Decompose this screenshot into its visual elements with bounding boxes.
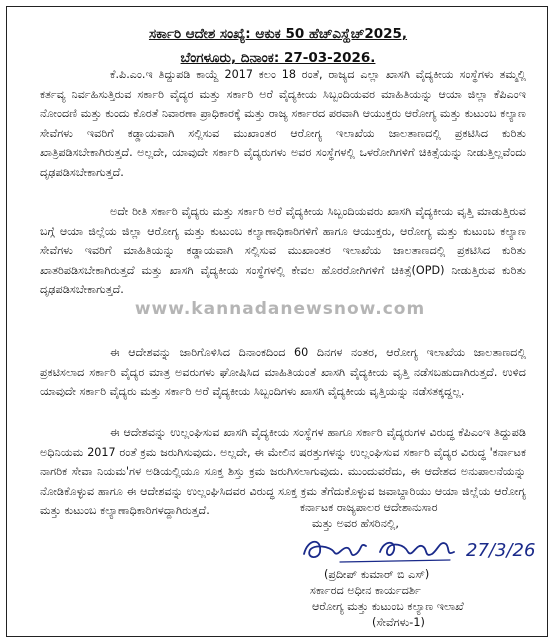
signer-name: (ಪ್ರದೀಪ್ ಕುಮಾರ್ ಬಿ ಎಸ್) bbox=[324, 568, 430, 581]
closing-line-1: ಕರ್ನಾಟಕ ರಾಜ್ಯಪಾಲರ ಆದೇಶಾನುಸಾರ bbox=[300, 501, 438, 514]
closing-line-2: ಮತ್ತು ಅವರ ಹೆಸರಿನಲ್ಲಿ, bbox=[312, 517, 399, 530]
signer-department: ಆರೋಗ್ಯ ಮತ್ತು ಕುಟುಂಬ ಕಲ್ಯಾಣ ಇಲಾಖೆ bbox=[312, 600, 464, 613]
place-date-heading: ಬೆಂಗಳೂರು, ದಿನಾಂಕ: 27-03-2026. bbox=[180, 50, 376, 66]
signer-section: (ಸೇವೆಗಳು-1) bbox=[372, 616, 425, 629]
paragraph-4: ಈ ಆದೇಶವನ್ನು ಉಲ್ಲಂಘಿಸುವ ಖಾಸಗಿ ವೈದ್ಯಕೀಯ ಸಂಸ್ಥೆಗಳ ಹಾಗೂ ಸರ್ಕಾರಿ ವೈದ್ಯರುಗಳ ವಿರುದ್ಧ ಕೆಪಿಎಂಇ ತಿದ್ದುಪಡಿ ಅಧಿನಿಯಮ 2017 ರಂತೆ ಕ್ರಮ ಜರುಗಿಸುವುದು. ಅಲ್ಲದೇ, ಈ ಮೇಲಿನ ಷರತ್ತುಗಳನ್ನು ಉಲ್ಲಂಘಿಸುವ ಸರ್ಕಾರಿ ವೈದ್ಯರ ವಿರುದ್ಧ 'ಕರ್ನಾಟಕ ನಾಗರಿಕ ಸೇವಾ ನಿಯಮ'ಗಳ ಅಡಿಯಲ್ಲಿಯೂ ಸೂಕ್ತ ಶಿಸ್ತು ಕ್ರಮ ಜರುಗಿಸಲಾಗುವುದು. ಮುಂದುವರೆದು, ಈ ಆದೇಶದ ಅನುಪಾಲನೆಯನ್ನು ನೋಡಿಕೊಳ್ಳುವ ಹಾಗೂ ಈ ಆದೇಶವನ್ನು ಉಲ್ಲಂಘಿಸಿದವರ ವಿರುದ್ಧ ಸೂಕ್ತ ಕ್ರಮ ತೆಗೆದುಕೊಳ್ಳುವ ಜವಾಬ್ದಾರಿಯು ಆಯಾ ಜಿಲ್ಲೆಯ ಆರೋಗ್ಯ ಮತ್ತು ಕುಟುಂಬ ಕಲ್ಯಾಣಾಧಿಕಾರಿಗಳದ್ದಾಗಿರುತ್ತದೆ. bbox=[40, 426, 526, 518]
signer-designation: ಸರ್ಕಾರದ ಅಧೀನ ಕಾರ್ಯದರ್ಶಿ bbox=[310, 584, 421, 597]
paragraph-1: ಕೆ.ಪಿ.ಎಂ.ಇ ತಿದ್ದುಪಡಿ ಕಾಯ್ದೆ 2017 ಕಲಂ 18 ರಂತೆ, ರಾಜ್ಯದ ಎಲ್ಲಾ ಖಾಸಗಿ ವೈದ್ಯಕೀಯ ಸಂಸ್ಥೆಗಳು ತಮ್ಮಲ್ಲಿ ಕರ್ತವ್ಯ ನಿರ್ವಹಿಸುತ್ತಿರುವ ಸರ್ಕಾರಿ ವೈದ್ಯರ ಮತ್ತು ಸರ್ಕಾರಿ ಅರೆ ವೈದ್ಯಕೀಯ ಸಿಬ್ಬಂದಿಯವರ ಮಾಹಿತಿಯನ್ನು ಆಯಾ ಜಿಲ್ಲಾ ಕೆಪಿಎಂಇ ನೋಂದಣಿ ಮತ್ತು ಕುಂದು ಕೊರತೆ ನಿವಾರಣಾ ಪ್ರಾಧಿಕಾರಕ್ಕೆ ಮತ್ತು ರಾಜ್ಯ ಸರ್ಕಾರದ ಪರವಾಗಿ ಆಯುಕ್ತರು ಆರೋಗ್ಯ ಮತ್ತು ಕುಟುಂಬ ಕಲ್ಯಾಣ ಸೇವೆಗಳು ಇವರಿಗೆ ಕಡ್ಡಾಯವಾಗಿ ಸಲ್ಲಿಸುವ ಮುಖಾಂತರ ಆರೋಗ್ಯ ಇಲಾಖೆಯ ಜಾಲತಾಣದಲ್ಲಿ ಪ್ರಕಟಿಸಿದ ಕುರಿತು ಖಾತ್ರಿಪಡಿಸಬೇಕಾಗಿರುತ್ತದೆ. ಅಲ್ಲದೇ, ಯಾವುದೇ ಸರ್ಕಾರಿ ವೈದ್ಯರುಗಳು ಅವರ ಸಂಸ್ಥೆಗಳಲ್ಲಿ ಒಳರೋಗಿಗಳಿಗೆ ಚಿಕಿತ್ಸೆಯನ್ನು ನೀಡುತ್ತಿಲ್ಲವೆಂದು ದೃಢಪಡಿಸಬೇಕಾಗುತ್ತದೆ. bbox=[40, 68, 526, 179]
paragraph-3: ಈ ಆದೇಶವನ್ನು ಜಾರಿಗೊಳಿಸಿದ ದಿನಾಂಕದಿಂದ 60 ದಿನಗಳ ನಂತರ, ಆರೋಗ್ಯ ಇಲಾಖೆಯ ಜಾಲತಾಣದಲ್ಲಿ ಪ್ರಕಟಿಸಲಾದ ಸರ್ಕಾರಿ ವೈದ್ಯರ ಮಾತ್ರ ಅವರುಗಳು ಘೋಷಿಸಿದ ಮಾಹಿತಿಯಂತೆ ಖಾಸಗಿ ವೈದ್ಯಕೀಯ ವೃತ್ತಿ ನಡೆಸಬಹುದಾಗಿರುತ್ತದೆ. ಉಳಿದ ಯಾವುದೇ ಸರ್ಕಾರಿ ವೈದ್ಯರು ಮತ್ತು ಸರ್ಕಾರಿ ಅರೆ ವೈದ್ಯಕೀಯ ಸಿಬ್ಬಂದಿಗಳು ಖಾಸಗಿ ವೈದ್ಯಕೀಯ ವೃತ್ತಿಯನ್ನು ನಡೆಸತಕ್ಕದ್ದಲ್ಲ. bbox=[40, 346, 526, 399]
paragraph-2: ಅದೇ ರೀತಿ ಸರ್ಕಾರಿ ವೈದ್ಯರು ಮತ್ತು ಸರ್ಕಾರಿ ಅರೆ ವೈದ್ಯಕೀಯ ಸಿಬ್ಬಂದಿಯವರು ಖಾಸಗಿ ವೈದ್ಯಕೀಯ ವೃತ್ತಿ ಮಾಡುತ್ತಿರುವ ಬಗ್ಗೆ ಆಯಾ ಜಿಲ್ಲೆಯ ಜಿಲ್ಲಾ ಆರೋಗ್ಯ ಮತ್ತು ಕುಟುಂಬ ಕಲ್ಯಾಣಾಧಿಕಾರಿಗಳಿಗೆ ಹಾಗೂ ಆಯುಕ್ತರು, ಆರೋಗ್ಯ ಮತ್ತು ಕುಟುಂಬ ಕಲ್ಯಾಣ ಸೇವೆಗಳು ಇವರಿಗೆ ಮಾಹಿತಿಯನ್ನು ಕಡ್ಡಾಯವಾಗಿ ಸಲ್ಲಿಸುವ ಮುಖಾಂತರ ಇಲಾಖೆಯ ಜಾಲತಾಣದಲ್ಲಿ ಪ್ರಕಟಿಸಿದ ಕುರಿತು ಖಾತರಿಪಡಿಸಬೇಕಾಗಿರುತ್ತದೆ ಮತ್ತು ಖಾಸಗಿ ವೈದ್ಯಕೀಯ ಸಂಸ್ಥೆಗಳಲ್ಲಿ ಕೇವಲ ಹೊರರೋಗಿಗಳಿಗೆ ಚಿಕಿತ್ಸೆ(OPD) ನೀಡುತ್ತಿರುವ ಕುರಿತು ದೃಢಪಡಿಸಬೇಕಾಗುತ್ತದೆ. bbox=[40, 205, 526, 297]
watermark: www.kannadanewsnow.com bbox=[134, 299, 426, 319]
order-number-heading: ಸರ್ಕಾರಿ ಆದೇಶ ಸಂಖ್ಯೆ: ಆಕುಕ 50 ಹೆಚ್ಎಸ್ಹೆಚ್2025, bbox=[148, 26, 408, 42]
signature-date: 27/3/26 bbox=[466, 540, 536, 561]
handwritten-signature bbox=[300, 532, 470, 566]
